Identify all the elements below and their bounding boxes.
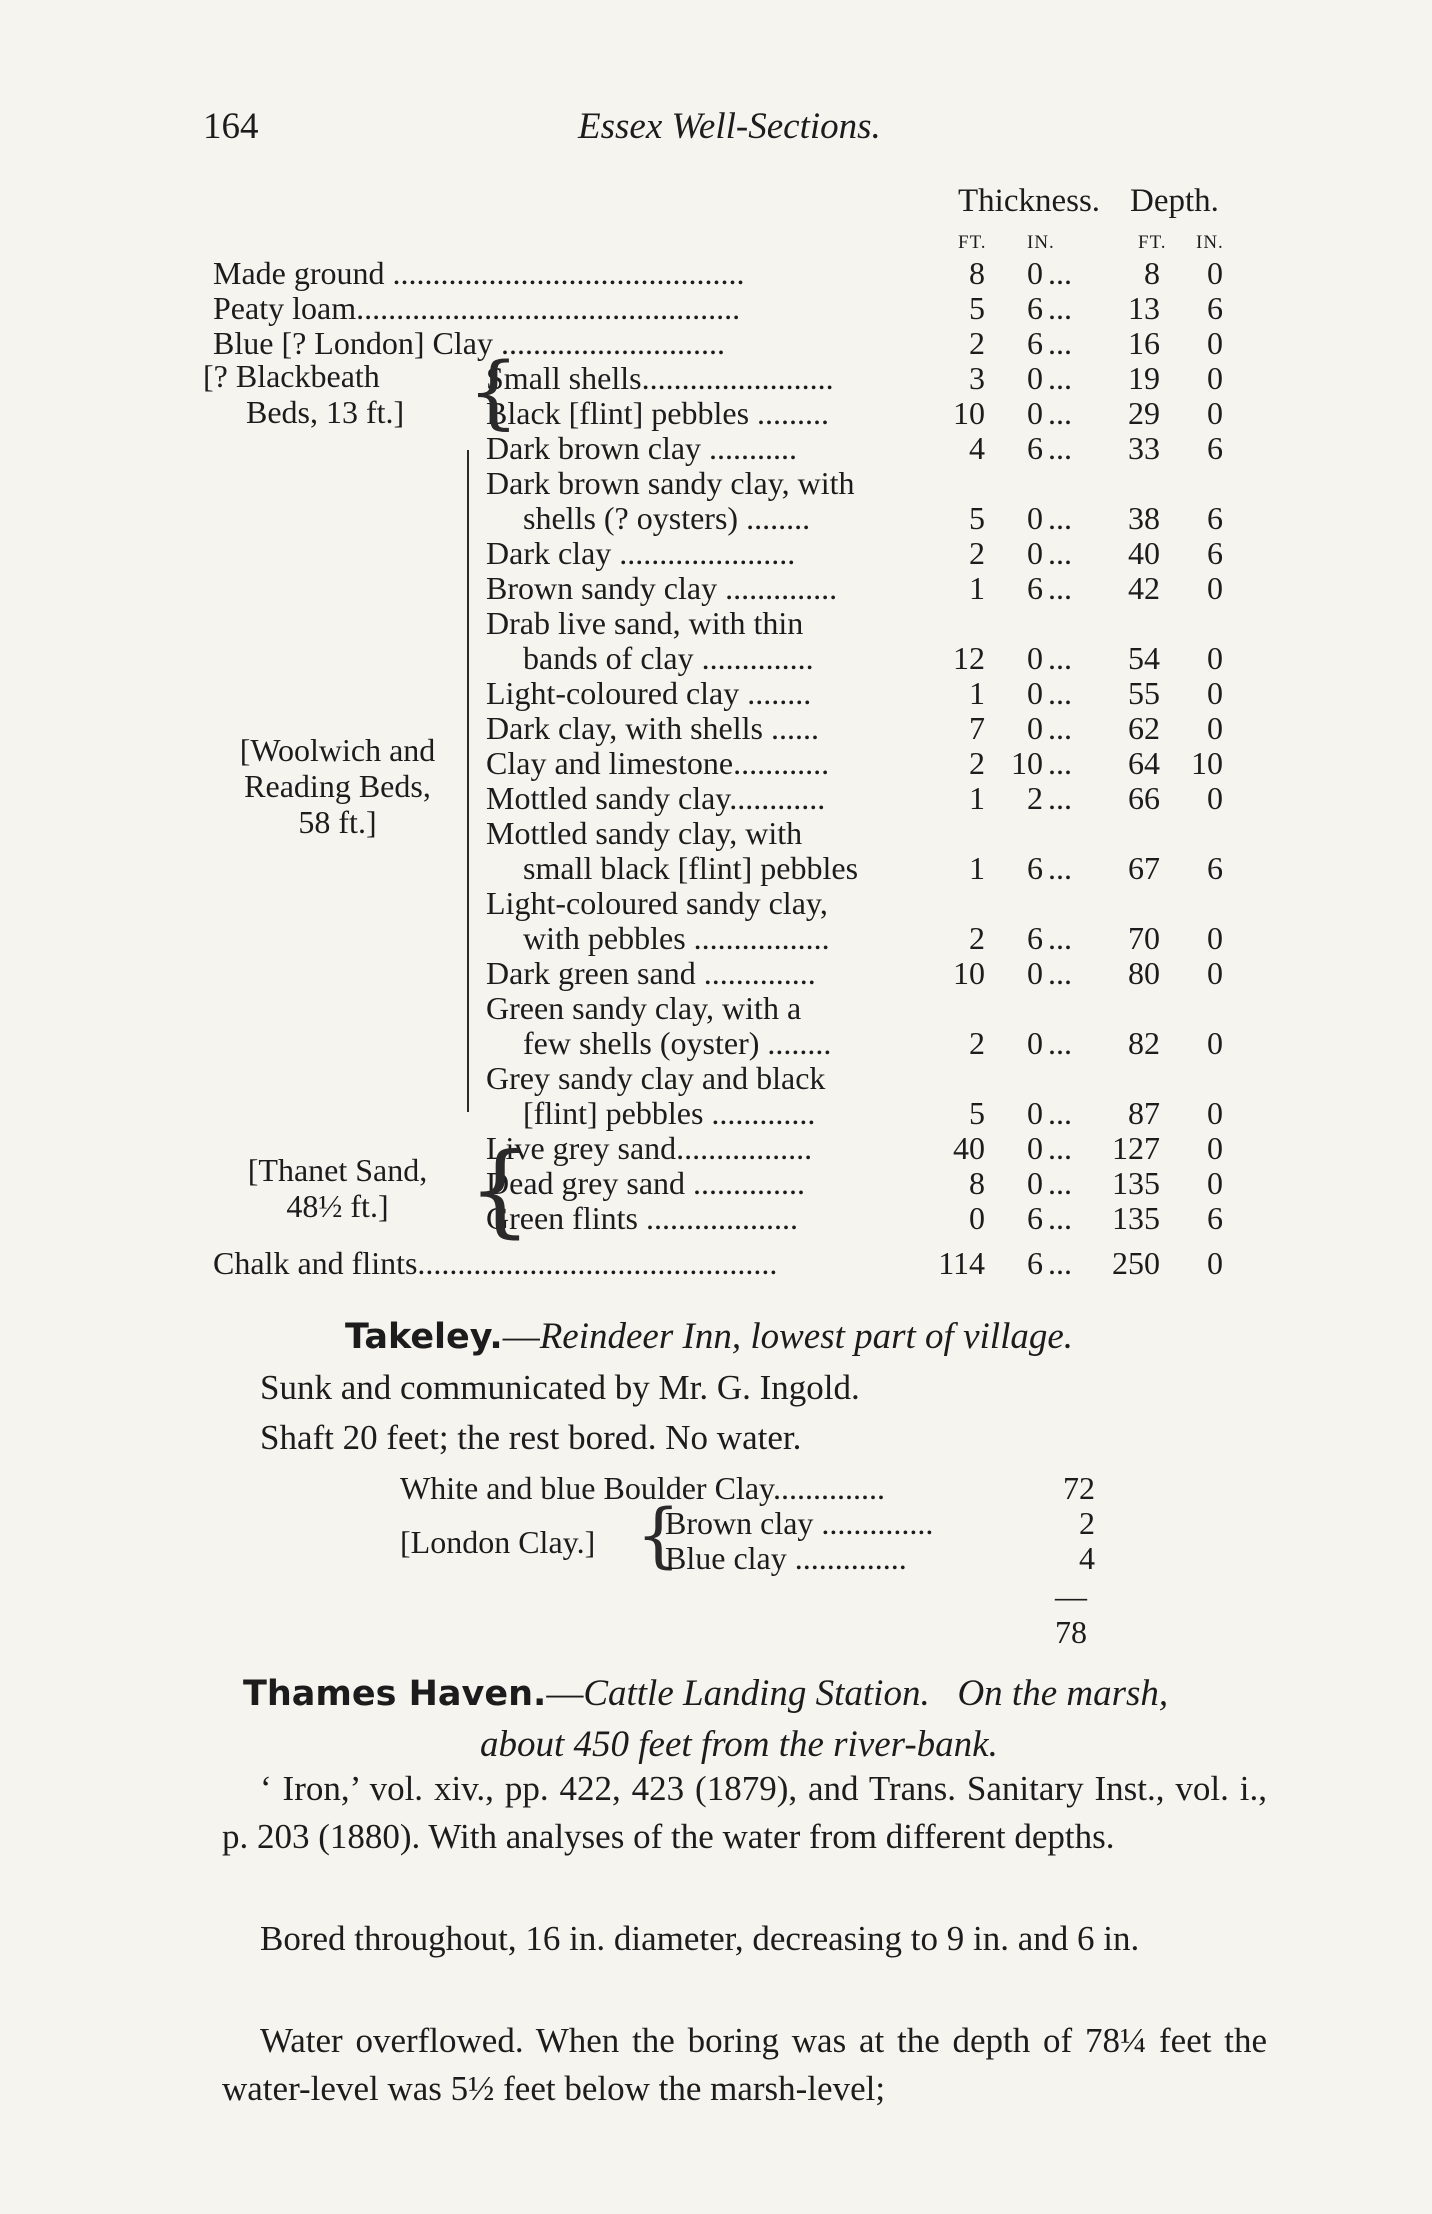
thames-heading <box>243 1672 1168 1715</box>
stratum-description: Dark brown clay ........... <box>486 430 798 466</box>
row-separator: ... <box>1048 255 1072 291</box>
depth-in: 0 <box>1207 675 1223 711</box>
depth-ft: 250 <box>1112 1245 1160 1281</box>
depth-ft: 54 <box>1128 640 1160 676</box>
thickness-in: 6 <box>1027 290 1043 326</box>
depth-in: 0 <box>1207 325 1223 361</box>
thickness-in: 0 <box>1027 1025 1043 1061</box>
stratum-description: Mottled sandy clay, with <box>486 815 803 851</box>
thames-dash: — <box>546 1673 584 1714</box>
depth-in: 0 <box>1207 780 1223 816</box>
takeley-row-3-value: 4 <box>1079 1540 1095 1576</box>
stratum-description: Light-coloured clay ........ <box>486 675 812 711</box>
takeley-line-1: Sunk and communicated by Mr. G. Ingold. <box>260 1368 860 1407</box>
depth-in: 6 <box>1207 430 1223 466</box>
depth-ft: 13 <box>1128 290 1160 326</box>
thickness-ft: 0 <box>969 1200 985 1236</box>
thames-paragraph-1: ‘ Iron,’ vol. xiv., pp. 422, 423 (1879), and Trans. Sanitary Inst., vol. i., p. 203 (1880). With analyses of the water from different depths. <box>222 1769 1267 1856</box>
takeley-row-2-desc: Brown clay .............. <box>665 1505 934 1541</box>
depth-in: 0 <box>1207 955 1223 991</box>
stratum-description: few shells (oyster) ........ <box>523 1025 832 1061</box>
stratum-description: [flint] pebbles ............. <box>523 1095 816 1131</box>
thames-name: Thames Haven. <box>243 1674 547 1714</box>
takeley-group-label: [London Clay.] <box>400 1524 596 1560</box>
row-separator: ... <box>1048 430 1072 466</box>
stratum-row <box>0 885 1432 921</box>
stratum-row <box>0 1060 1432 1096</box>
stratum-description: Dark clay, with shells ...... <box>486 710 819 746</box>
thickness-ft: 5 <box>969 1095 985 1131</box>
stratum-row <box>0 640 1432 676</box>
stratum-row <box>0 325 1432 361</box>
thickness-in: 0 <box>1027 710 1043 746</box>
stratum-description: Live grey sand................. <box>486 1130 813 1166</box>
page-number: 164 <box>203 106 259 147</box>
thickness-ft: 5 <box>969 290 985 326</box>
thickness-in: 0 <box>1027 360 1043 396</box>
thickness-in: 0 <box>1027 395 1043 431</box>
thickness-in: 0 <box>1027 500 1043 536</box>
thickness-in: 0 <box>1027 640 1043 676</box>
thickness-in: 6 <box>1027 1245 1043 1281</box>
stratum-row <box>0 570 1432 606</box>
stratum-row <box>0 430 1432 466</box>
thickness-in: 0 <box>1027 535 1043 571</box>
stratum-row <box>0 465 1432 501</box>
stratum-row <box>0 500 1432 536</box>
depth-in: 0 <box>1207 395 1223 431</box>
takeley-line-2: Shaft 20 feet; the rest bored. No water. <box>260 1418 802 1457</box>
thickness-ft: 4 <box>969 430 985 466</box>
depth-ft: 55 <box>1128 675 1160 711</box>
stratum-row <box>0 535 1432 571</box>
thickness-ft: 2 <box>969 745 985 781</box>
stratum-description: small black [flint] pebbles <box>523 850 859 886</box>
thickness-ft: 40 <box>953 1130 985 1166</box>
stratum-row <box>0 1245 1432 1281</box>
group-label-thanet-1: [Thanet Sand, <box>247 1152 428 1188</box>
stratum-description: Grey sandy clay and black <box>486 1060 826 1096</box>
thickness-in-unit: IN. <box>1027 232 1055 253</box>
thickness-in: 0 <box>1027 955 1043 991</box>
stratum-row <box>0 955 1432 991</box>
running-title: Essex Well-Sections. <box>578 106 881 147</box>
depth-in: 6 <box>1207 1200 1223 1236</box>
stratum-row <box>0 290 1432 326</box>
row-separator: ... <box>1048 500 1072 536</box>
depth-in-unit: IN. <box>1196 232 1224 253</box>
thickness-in: 2 <box>1027 780 1043 816</box>
group-label-woolwich-2: Reading Beds, <box>244 768 431 804</box>
row-separator: ... <box>1048 1025 1072 1061</box>
brace-thanet: { <box>468 1131 532 1248</box>
row-separator: ... <box>1048 1165 1072 1201</box>
row-separator: ... <box>1048 640 1072 676</box>
row-separator: ... <box>1048 570 1072 606</box>
group-label-blackheath-1: [? Blackbeath <box>203 358 380 394</box>
thickness-in: 6 <box>1027 920 1043 956</box>
thickness-ft: 2 <box>969 1025 985 1061</box>
takeley-dash: — <box>502 1316 540 1357</box>
takeley-total-rule: — <box>1055 1578 1087 1614</box>
thickness-ft: 5 <box>969 500 985 536</box>
stratum-description: shells (? oysters) ........ <box>523 500 811 536</box>
depth-ft: 40 <box>1128 535 1160 571</box>
thickness-ft: 1 <box>969 675 985 711</box>
depth-heading: Depth. <box>1130 183 1219 219</box>
row-separator: ... <box>1048 535 1072 571</box>
thickness-ft: 3 <box>969 360 985 396</box>
thickness-heading: Thickness. <box>958 183 1101 219</box>
row-separator: ... <box>1048 360 1072 396</box>
stratum-row <box>0 1095 1432 1131</box>
row-separator: ... <box>1048 1245 1072 1281</box>
takeley-name: Takeley. <box>345 1317 503 1357</box>
depth-ft: 66 <box>1128 780 1160 816</box>
thickness-ft: 2 <box>969 920 985 956</box>
takeley-row-1-value: 72 <box>1063 1470 1095 1506</box>
depth-in: 0 <box>1207 1165 1223 1201</box>
row-separator: ... <box>1048 1200 1072 1236</box>
takeley-location: Reindeer Inn, lowest part of village. <box>539 1316 1074 1357</box>
stratum-row <box>0 850 1432 886</box>
depth-ft: 42 <box>1128 570 1160 606</box>
stratum-description: Mottled sandy clay............ <box>486 780 826 816</box>
thickness-in: 0 <box>1027 1130 1043 1166</box>
depth-ft: 19 <box>1128 360 1160 396</box>
thames-location-2: about 450 feet from the river-bank. <box>480 1724 998 1765</box>
thickness-ft: 1 <box>969 850 985 886</box>
depth-ft: 64 <box>1128 745 1160 781</box>
depth-in: 0 <box>1207 570 1223 606</box>
stratum-row <box>0 675 1432 711</box>
stratum-description: Peaty loam................................................ <box>213 290 741 326</box>
depth-in: 10 <box>1191 745 1223 781</box>
depth-in: 6 <box>1207 290 1223 326</box>
depth-ft: 38 <box>1128 500 1160 536</box>
row-separator: ... <box>1048 850 1072 886</box>
row-separator: ... <box>1048 920 1072 956</box>
depth-in: 0 <box>1207 1130 1223 1166</box>
thickness-ft: 8 <box>969 255 985 291</box>
depth-ft: 29 <box>1128 395 1160 431</box>
thickness-in: 10 <box>1011 745 1043 781</box>
stratum-description: with pebbles ................. <box>523 920 830 956</box>
row-separator: ... <box>1048 710 1072 746</box>
depth-in: 0 <box>1207 360 1223 396</box>
stratum-description: bands of clay .............. <box>523 640 814 676</box>
stratum-description: Made ground ............................................ <box>213 255 745 291</box>
stratum-description: Chalk and flints............................................. <box>213 1245 778 1281</box>
takeley-total: 78 <box>1055 1614 1087 1650</box>
thickness-in: 6 <box>1027 850 1043 886</box>
stratum-description: Small shells........................ <box>486 360 834 396</box>
stratum-row <box>0 255 1432 291</box>
stratum-description: Black [flint] pebbles ......... <box>486 395 830 431</box>
thickness-ft: 1 <box>969 780 985 816</box>
group-label-woolwich-1: [Woolwich and <box>239 732 436 768</box>
row-separator: ... <box>1048 955 1072 991</box>
thickness-ft: 2 <box>969 535 985 571</box>
takeley-row-2-value: 2 <box>1079 1505 1095 1541</box>
depth-ft: 33 <box>1128 430 1160 466</box>
stratum-description: Green sandy clay, with a <box>486 990 802 1026</box>
row-separator: ... <box>1048 395 1072 431</box>
depth-in: 6 <box>1207 535 1223 571</box>
depth-in: 0 <box>1207 1095 1223 1131</box>
thames-location-1: Cattle Landing Station. On the marsh, <box>583 1673 1169 1714</box>
thickness-in: 6 <box>1027 325 1043 361</box>
thickness-ft: 7 <box>969 710 985 746</box>
row-separator: ... <box>1048 780 1072 816</box>
takeley-row-1-desc: White and blue Boulder Clay.............. <box>400 1470 885 1506</box>
depth-ft: 8 <box>1144 255 1160 291</box>
thames-paragraph-2: Bored throughout, 16 in. diameter, decreasing to 9 in. and 6 in. <box>260 1919 1140 1958</box>
group-label-woolwich-3: 58 ft.] <box>298 804 377 840</box>
thickness-ft: 8 <box>969 1165 985 1201</box>
stratum-description: Dark brown sandy clay, with <box>486 465 855 501</box>
thickness-in: 0 <box>1027 255 1043 291</box>
row-separator: ... <box>1048 1095 1072 1131</box>
thickness-in: 0 <box>1027 675 1043 711</box>
depth-ft: 87 <box>1128 1095 1160 1131</box>
stratum-description: Clay and limestone............ <box>486 745 830 781</box>
depth-in: 6 <box>1207 500 1223 536</box>
stratum-description: Dead grey sand .............. <box>486 1165 806 1201</box>
depth-in: 0 <box>1207 710 1223 746</box>
thickness-in: 6 <box>1027 570 1043 606</box>
thames-paragraph-3: Water overflowed. When the boring was at the depth of 78¼ feet the water-level was 5½ feet below the marsh-level; <box>222 2021 1267 2108</box>
depth-ft: 67 <box>1128 850 1160 886</box>
thickness-ft: 2 <box>969 325 985 361</box>
thickness-in: 0 <box>1027 1095 1043 1131</box>
brace-blackheath: { <box>468 345 519 438</box>
stratum-description: Brown sandy clay .............. <box>486 570 838 606</box>
depth-ft: 16 <box>1128 325 1160 361</box>
stratum-description: Blue [? London] Clay ............................ <box>213 325 725 361</box>
stratum-row <box>0 920 1432 956</box>
depth-in: 6 <box>1207 850 1223 886</box>
group-label-thanet-2: 48½ ft.] <box>286 1188 389 1224</box>
thickness-ft: 1 <box>969 570 985 606</box>
depth-in: 0 <box>1207 255 1223 291</box>
depth-ft: 82 <box>1128 1025 1160 1061</box>
brace-woolwich <box>467 450 469 1112</box>
brace-london-clay: { <box>636 1494 681 1576</box>
stratum-description: Light-coloured sandy clay, <box>486 885 828 921</box>
thickness-ft: 12 <box>953 640 985 676</box>
depth-ft: 70 <box>1128 920 1160 956</box>
stratum-row <box>0 395 1432 431</box>
thickness-in: 0 <box>1027 1165 1043 1201</box>
stratum-description: Drab live sand, with thin <box>486 605 804 641</box>
stratum-description: Dark clay ...................... <box>486 535 796 571</box>
depth-ft: 127 <box>1112 1130 1160 1166</box>
stratum-description: Dark green sand .............. <box>486 955 816 991</box>
thickness-in: 6 <box>1027 430 1043 466</box>
depth-in: 0 <box>1207 640 1223 676</box>
row-separator: ... <box>1048 1130 1072 1166</box>
stratum-row <box>0 605 1432 641</box>
thickness-ft: 10 <box>953 955 985 991</box>
thickness-ft-unit: FT. <box>958 232 987 253</box>
row-separator: ... <box>1048 745 1072 781</box>
depth-in: 0 <box>1207 920 1223 956</box>
stratum-description: Green flints ................... <box>486 1200 798 1236</box>
row-separator: ... <box>1048 675 1072 711</box>
row-separator: ... <box>1048 325 1072 361</box>
depth-ft: 80 <box>1128 955 1160 991</box>
depth-in: 0 <box>1207 1245 1223 1281</box>
depth-ft-unit: FT. <box>1138 232 1167 253</box>
takeley-heading <box>345 1315 1073 1358</box>
depth-ft: 135 <box>1112 1165 1160 1201</box>
depth-ft: 62 <box>1128 710 1160 746</box>
thickness-ft: 114 <box>938 1245 985 1281</box>
depth-in: 0 <box>1207 1025 1223 1061</box>
stratum-row <box>0 1025 1432 1061</box>
thickness-ft: 10 <box>953 395 985 431</box>
takeley-row-3-desc: Blue clay .............. <box>665 1540 907 1576</box>
depth-ft: 135 <box>1112 1200 1160 1236</box>
group-label-blackheath-2: Beds, 13 ft.] <box>246 394 405 430</box>
thickness-in: 6 <box>1027 1200 1043 1236</box>
row-separator: ... <box>1048 290 1072 326</box>
stratum-row <box>0 990 1432 1026</box>
